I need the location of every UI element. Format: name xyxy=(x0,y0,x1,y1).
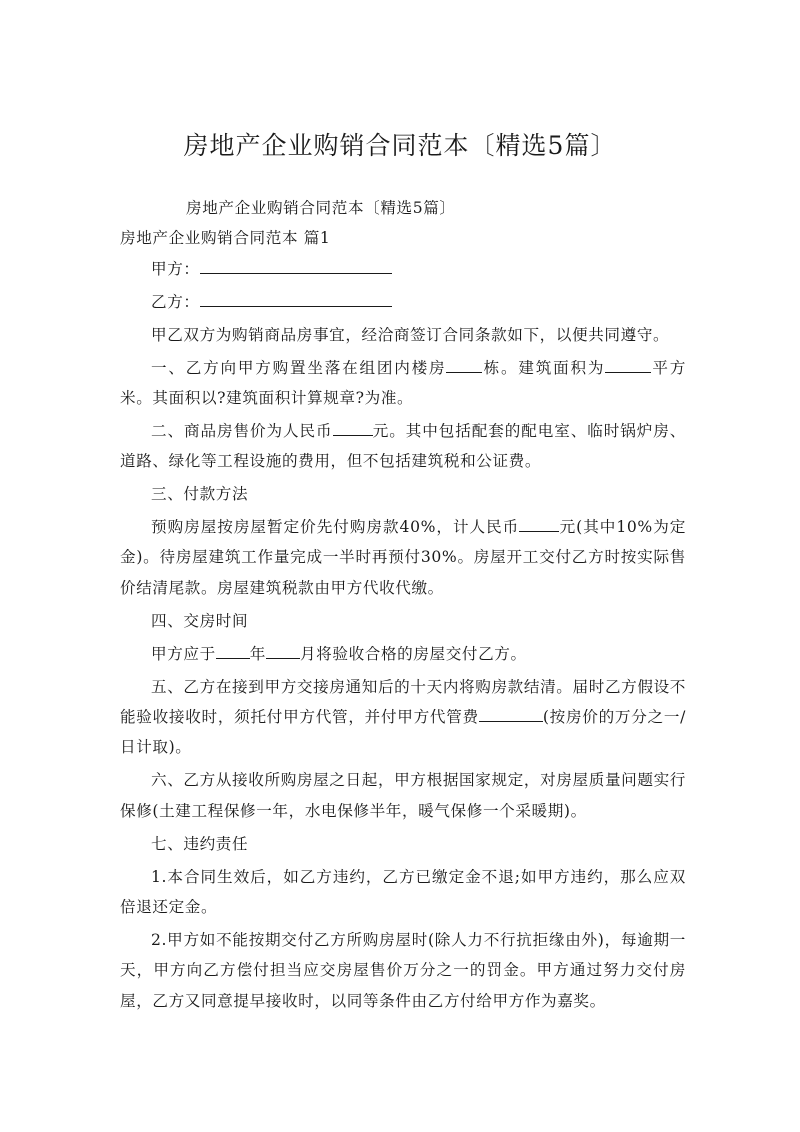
clause-3-text-a: 预购房屋按房屋暂定价先付购房款40%，计人民币 xyxy=(151,518,520,537)
party-b-blank xyxy=(200,291,392,307)
party-a-line xyxy=(120,254,686,284)
party-a-blank xyxy=(200,258,392,274)
clause-1-text-c: 平方米。其面积以?建筑面积计算规章?为准。 xyxy=(120,358,687,407)
clause-2 xyxy=(120,416,686,477)
clause-5-text-a: 五、乙方在接到甲方交接房通知后的十天内将购房款结清。届时乙方假设不能验收接收时，须托付甲方代管，并付甲方代管费 xyxy=(120,677,686,726)
clause-4-heading: 四、交房时间 xyxy=(151,611,249,630)
party-b-line xyxy=(120,287,686,317)
price-blank xyxy=(333,420,373,436)
clause-3-heading: 三、付款方法 xyxy=(151,485,249,504)
clause-7-heading: 七、违约责任 xyxy=(151,834,249,853)
clause-3-text-b: 元(其中10%为定金)。待房屋建筑工作量完成一半时再预付30%。房屋开工交付乙方时按实际售价结清尾款。房屋建筑税款由甲方代收代缴。 xyxy=(120,518,686,597)
clause-3 xyxy=(120,512,686,603)
document-title: 房地产企业购销合同范本〔精选5篇〕 xyxy=(183,131,617,160)
intro-paragraph: 甲乙双方为购销商品房事宜，经洽商签订合同条款如下，以便共同遵守。 xyxy=(151,325,670,344)
payment-blank xyxy=(519,516,559,532)
clause-2-text-b: 元。其中包括配套的配电室、临时锅炉房、道路、绿化等工程设施的费用，但不包括建筑税和公证费。 xyxy=(120,421,686,471)
year-blank xyxy=(216,643,250,659)
clause-4-text-b: 年 xyxy=(249,644,266,663)
clause-2-text-a: 二、商品房售价为人民币 xyxy=(151,421,333,440)
clause-6: 六、乙方从接收所购房屋之日起，甲方根据国家规定，对房屋质量问题实行保修(土建工程保修一年，水电保修半年，暖气保修一个采暖期)。 xyxy=(120,771,686,820)
clause-5 xyxy=(120,672,686,763)
custody-fee-blank xyxy=(479,706,543,722)
area-blank xyxy=(605,357,651,373)
building-number-blank xyxy=(446,357,482,373)
section-heading: 房地产企业购销合同范本 篇1 xyxy=(120,229,331,248)
document-body xyxy=(120,193,686,1016)
party-a-label: 甲方： xyxy=(151,259,200,278)
document-subtitle: 房地产企业购销合同范本〔精选5篇〕 xyxy=(186,199,456,217)
clause-1 xyxy=(120,353,686,414)
party-b-label: 乙方： xyxy=(151,292,200,311)
clause-1-text-b: 栋。建筑面积为 xyxy=(482,358,606,377)
month-blank xyxy=(266,643,300,659)
clause-7-item-2: 2.甲方如不能按期交付乙方所购房屋时(除人力不行抗拒缘由外)，每逾期一天，甲方向乙方偿付担当应交房屋售价万分之一的罚金。甲方通过努力交付房屋，乙方又同意提早接收时，以同等条件由乙方付给甲方作为嘉奖。 xyxy=(120,930,686,1010)
clause-4-text-c: 月将验收合格的房屋交付乙方。 xyxy=(299,644,527,663)
clause-4 xyxy=(120,639,686,669)
clause-4-text-a: 甲方应于 xyxy=(151,644,216,663)
clause-5-text-b: (按房价的万分之一/日计取)。 xyxy=(120,708,687,757)
clause-1-text-a: 一、乙方向甲方购置坐落在组团内楼房 xyxy=(151,358,447,377)
clause-7-item-1: 1.本合同生效后，如乙方违约，乙方已缴定金不退;如甲方违约，那么应双倍退还定金。 xyxy=(120,867,686,916)
